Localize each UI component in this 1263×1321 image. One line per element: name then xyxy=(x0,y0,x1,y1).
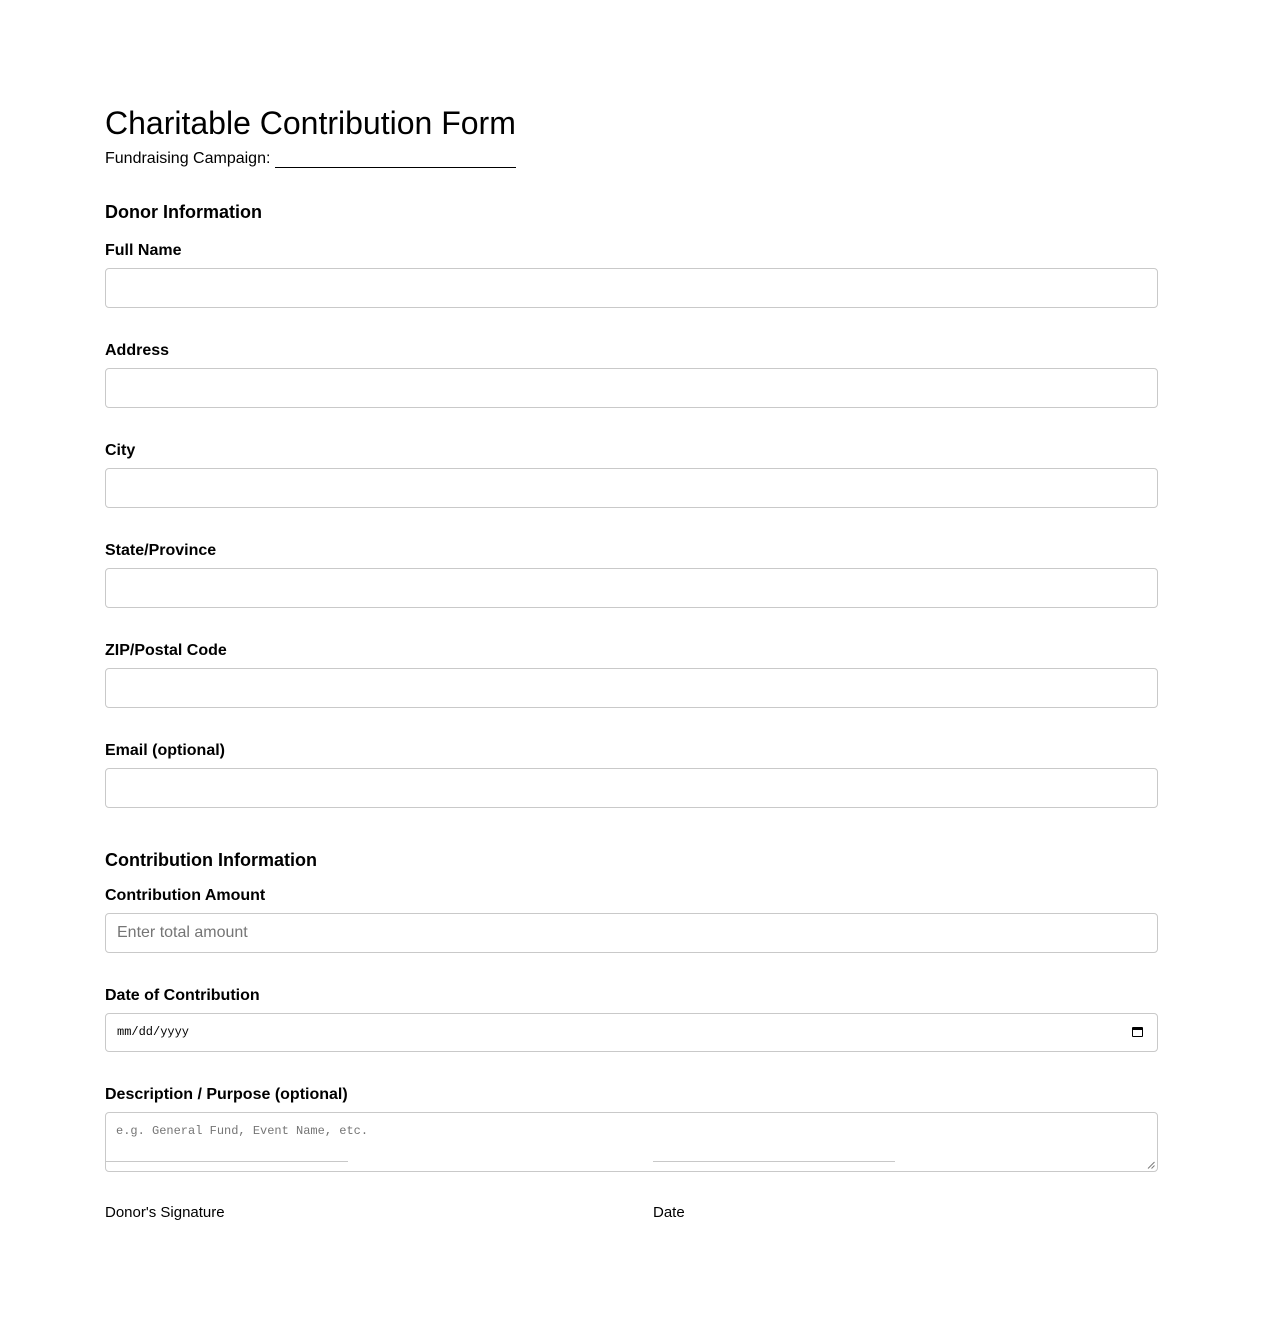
zip-postal-code-input[interactable] xyxy=(105,668,1158,708)
signature-date-label: Date xyxy=(653,1204,685,1221)
contribution-amount-input[interactable] xyxy=(105,913,1158,953)
state-province-label: State/Province xyxy=(105,542,217,559)
campaign-label: Fundraising Campaign: xyxy=(105,150,271,167)
email-input[interactable] xyxy=(105,768,1158,808)
contribution-amount-label: Contribution Amount xyxy=(105,887,266,904)
description-purpose-textarea[interactable] xyxy=(106,1113,1157,1171)
city-input[interactable] xyxy=(105,468,1158,508)
address-input[interactable] xyxy=(105,368,1158,408)
contribution-information-heading: Contribution Information xyxy=(105,850,317,870)
city-label: City xyxy=(105,442,136,459)
date-of-contribution-input[interactable] xyxy=(105,1013,1158,1052)
state-province-input[interactable] xyxy=(105,568,1158,608)
resize-handle-icon[interactable] xyxy=(1147,1161,1155,1169)
calendar-icon[interactable] xyxy=(1132,1027,1143,1037)
donor-signature-line xyxy=(105,1161,348,1162)
donor-signature-label: Donor's Signature xyxy=(105,1204,225,1221)
date-signature-line xyxy=(653,1161,895,1162)
description-purpose-field xyxy=(105,1112,1158,1172)
campaign-blank-line xyxy=(275,153,516,168)
description-purpose-label: Description / Purpose (optional) xyxy=(105,1086,348,1103)
fundraising-campaign xyxy=(105,150,1158,168)
address-label: Address xyxy=(105,342,170,359)
date-of-contribution-label: Date of Contribution xyxy=(105,987,260,1004)
date-format-text: mm/dd/yyyy xyxy=(117,1025,190,1039)
email-label: Email (optional) xyxy=(105,742,225,759)
donor-information-heading: Donor Information xyxy=(105,202,262,222)
form-title: Charitable Contribution Form xyxy=(105,105,516,141)
form-container xyxy=(105,104,1158,1172)
zip-postal-code-label: ZIP/Postal Code xyxy=(105,642,227,659)
full-name-label: Full Name xyxy=(105,242,182,259)
full-name-input[interactable] xyxy=(105,268,1158,308)
